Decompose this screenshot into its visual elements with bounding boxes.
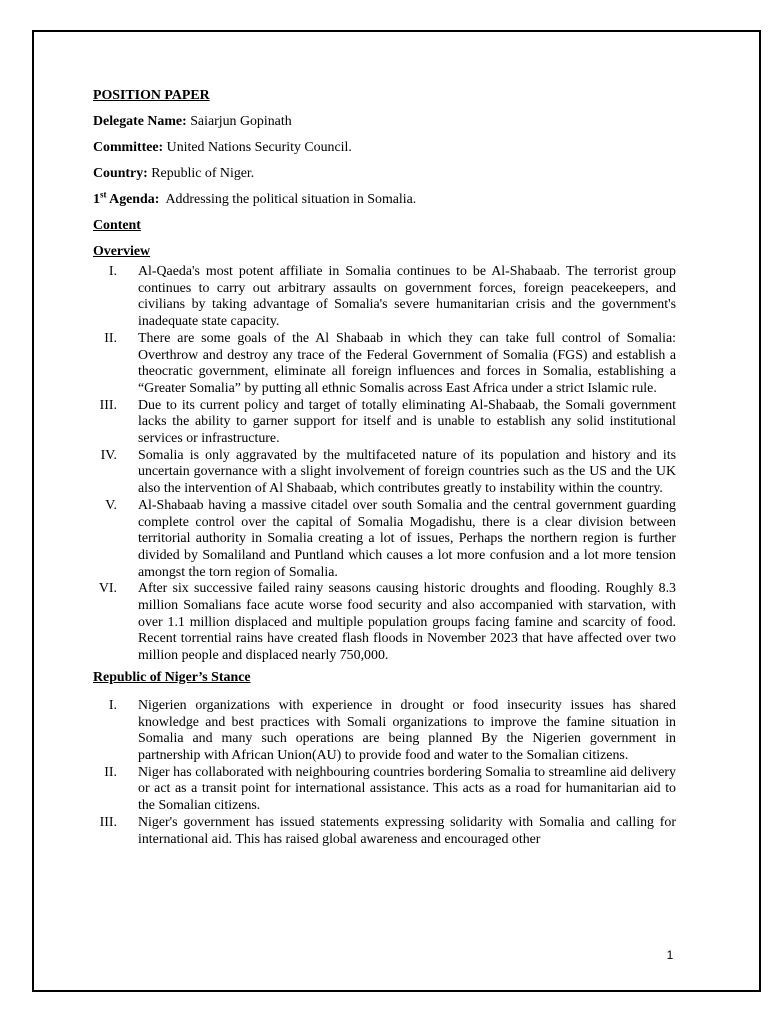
list-item: [93, 498, 676, 582]
list-item-number: I.: [108, 264, 117, 279]
list-item: [93, 331, 676, 398]
committee-value: United Nations Security Council.: [163, 140, 352, 155]
list-item-number: IV.: [100, 447, 117, 463]
list-item-number: III.: [99, 397, 117, 413]
stance-heading: [93, 669, 676, 686]
overview-heading: [93, 243, 676, 260]
list-item-text: Al-Qaeda's most potent affiliate in Somalia continues to be Al-Shabaab. The terrorist group continues to carry out arbitrary assaults on government forces, foreign peacekeepers, and civilians by taking advantage of Somalia's severe humanitarian crisis and the government's inadequate state capacity.: [138, 264, 676, 330]
list-item-number: II.: [104, 764, 117, 780]
document-body: [93, 87, 676, 848]
committee-label: Committee:: [93, 140, 164, 155]
list-item-text: Niger's government has issued statements expressing solidarity with Somalia and calling for international aid. This has raised global awareness and encouraged other: [138, 814, 676, 847]
list-item: [93, 264, 676, 331]
list-item-number: VI.: [98, 581, 117, 597]
agenda-label-number: 1: [93, 192, 100, 207]
list-item: [93, 581, 676, 665]
overview-heading-text: Overview: [93, 244, 151, 259]
delegate-value: Saiarjun Gopinath: [186, 114, 292, 129]
list-item-text: Al-Shabaab having a massive citadel over south Somalia and the central government guarding complete control over the capital of Somalia Mogadishu, there is a clear division between territorial authority in Somalia creating a lot of issues, Perhaps the northern region is further divided by Somaliland and Puntland which causes a lot more confusion and a lot more tension amongst the torn region of Somalia.: [138, 497, 676, 580]
page-number: 1: [666, 948, 674, 962]
list-item-text: There are some goals of the Al Shabaab in which they can take full control of Somalia: Overthrow and destroy any trace of the Federal Government of Somalia (FGS) and establish a theocratic government, eliminate all foreign influences and forces in Somalia, establishing a “Greater Somalia” by putting all ethnic Somalis across East Africa under a strict Islamic rule.: [138, 330, 676, 396]
list-item-number: I.: [108, 697, 117, 713]
list-item-number: V.: [105, 497, 117, 513]
agenda-line: [93, 191, 676, 208]
document-title: [93, 87, 676, 104]
agenda-label-text: Agenda:: [106, 192, 160, 207]
list-item: [93, 448, 676, 498]
agenda-value: Addressing the political situation in Somalia.: [159, 192, 417, 207]
agenda-label-suffix: st: [99, 189, 107, 200]
list-item-text: Niger has collaborated with neighbouring countries bordering Somalia to streamline aid delivery or act as a transit point for international assistance. This acts as a road for humanitarian aid to the Somalian citizens.: [138, 764, 676, 814]
list-item-text: Nigerien organizations with experience in drought or food insecurity issues has shared knowledge and best practices with Somali organizations to improve the famine situation in Somalia and many such operations are being planned By the Nigerien government in partnership with African Union(AU) to provide food and water to the Somalian citizens.: [138, 697, 676, 763]
committee-line: [93, 139, 676, 156]
list-item: [93, 765, 676, 815]
content-heading-text: Content: [93, 218, 141, 233]
list-item-text: After six successive failed rainy seasons causing historic droughts and flooding. Roughly 8.3 million Somalians face acute worse food security and also accompanied with starvation, with over 1.1 million displaced and multiple population groups facing famine and scarcity of food. Recent torrential rains have created flash floods in November 2023 that have affected over two million people and displaced nearly 750,000.: [138, 581, 676, 664]
agenda-label: [93, 189, 160, 207]
delegate-label: Delegate Name:: [93, 114, 187, 129]
country-label: Country:: [93, 166, 148, 181]
list-item: [93, 698, 676, 765]
country-line: [93, 165, 676, 182]
country-value: Republic of Niger.: [147, 166, 255, 181]
list-item-text: Somalia is only aggravated by the multifaceted nature of its population and history and its uncertain governance with a slight involvement of foreign countries such as the US and the UK also the intervention of Al Shabaab, which contributes greatly to instability within the country.: [138, 447, 676, 497]
list-item-number: II.: [104, 330, 117, 346]
list-item: [93, 398, 676, 448]
list-item: [93, 815, 676, 848]
content-heading: [93, 217, 676, 234]
list-item-number: III.: [99, 814, 117, 830]
stance-heading-text: Republic of Niger’s Stance: [93, 669, 251, 685]
stance-list: [93, 698, 676, 848]
delegate-line: [93, 113, 676, 130]
overview-list: [93, 264, 676, 665]
document-title-text: POSITION PAPER: [93, 88, 210, 103]
list-item-text: Due to its current policy and target of totally eliminating Al-Shabaab, the Somali government lacks the ability to garner support for itself and is unable to establish any solid institutional services or infrastructure.: [138, 397, 676, 447]
